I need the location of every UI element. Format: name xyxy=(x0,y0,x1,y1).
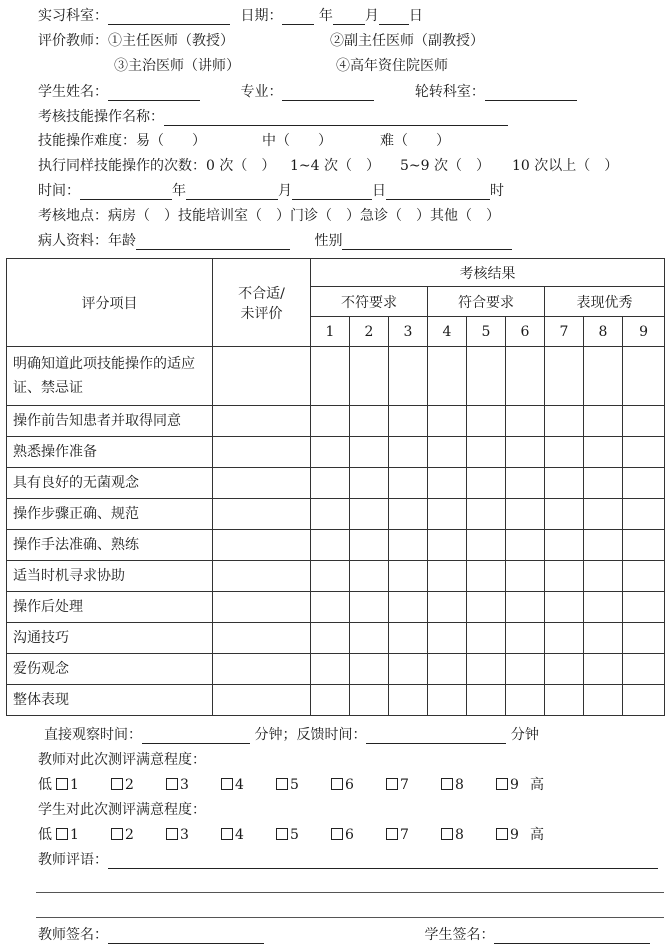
year-field[interactable] xyxy=(282,9,314,25)
teacher-satisfaction-scale xyxy=(38,776,544,794)
na-cell[interactable] xyxy=(213,685,311,716)
table-row xyxy=(7,406,665,437)
time-hour-field[interactable] xyxy=(386,184,490,200)
scale-option[interactable] xyxy=(276,776,331,794)
table-row xyxy=(7,654,665,685)
scale-value: 8 xyxy=(455,827,464,843)
na-cell[interactable] xyxy=(213,499,311,530)
score-cell[interactable] xyxy=(467,623,506,654)
score-cell[interactable] xyxy=(545,561,584,592)
row-item-label: 操作步骤正确、规范 xyxy=(7,499,213,530)
row-item-label: 操作手法准确、熟练 xyxy=(7,530,213,561)
score-header: 5 xyxy=(467,317,506,347)
score-cell[interactable] xyxy=(584,561,623,592)
scale-option[interactable] xyxy=(331,776,386,794)
dept-label: 实习科室： xyxy=(38,8,108,24)
scale-value: 5 xyxy=(290,827,299,843)
scale-option[interactable] xyxy=(441,776,496,794)
count-label: 执行同样技能操作的次数： xyxy=(38,158,206,174)
scale-option[interactable] xyxy=(441,826,496,844)
place-label: 考核地点： xyxy=(38,208,108,224)
score-cell[interactable] xyxy=(389,623,428,654)
checkbox-icon[interactable] xyxy=(276,778,288,790)
na-cell[interactable] xyxy=(213,592,311,623)
na-cell[interactable] xyxy=(213,623,311,654)
difficulty-easy[interactable]: 易（ ） xyxy=(136,133,206,149)
score-cell[interactable] xyxy=(545,499,584,530)
scale-value: 2 xyxy=(125,827,134,843)
score-cell[interactable] xyxy=(311,468,350,499)
difficulty-line xyxy=(38,132,450,150)
time-day-field[interactable] xyxy=(292,184,372,200)
score-cell[interactable] xyxy=(428,347,467,406)
score-cell[interactable] xyxy=(311,499,350,530)
comment-field[interactable] xyxy=(108,853,658,869)
score-cell[interactable] xyxy=(623,347,665,406)
scale-value: 2 xyxy=(125,777,134,793)
comment-line-2[interactable] xyxy=(36,892,664,893)
scale-option[interactable] xyxy=(496,776,526,794)
score-cell[interactable] xyxy=(467,406,506,437)
score-cell[interactable] xyxy=(389,406,428,437)
scale-value: 3 xyxy=(180,827,189,843)
evaluation-table xyxy=(6,258,665,716)
score-header: 6 xyxy=(506,317,545,347)
col-header-na-line2: 未评价 xyxy=(240,305,283,322)
teacher-sign-field[interactable] xyxy=(108,928,264,944)
major-label: 专业： xyxy=(240,84,283,100)
score-cell[interactable] xyxy=(311,654,350,685)
score-cell[interactable] xyxy=(506,347,545,406)
score-header: 2 xyxy=(350,317,389,347)
count-line xyxy=(38,157,618,175)
score-cell[interactable] xyxy=(311,347,350,406)
score-cell[interactable] xyxy=(584,468,623,499)
checkbox-icon[interactable] xyxy=(496,778,508,790)
time-month-label: 月 xyxy=(278,183,292,199)
scale-value: 1 xyxy=(70,827,79,843)
place-options[interactable]: 病房（ ）技能培训室（ ）门诊（ ）急诊（ ）其他（ ） xyxy=(108,208,500,224)
score-cell[interactable] xyxy=(545,654,584,685)
score-header: 3 xyxy=(389,317,428,347)
score-cell[interactable] xyxy=(623,592,665,623)
score-cell[interactable] xyxy=(584,685,623,716)
na-cell[interactable] xyxy=(213,654,311,685)
group-header-met: 符合要求 xyxy=(428,287,545,317)
checkbox-icon[interactable] xyxy=(111,778,123,790)
scale-low-label: 低 xyxy=(38,777,52,793)
checkbox-icon[interactable] xyxy=(221,778,233,790)
na-cell[interactable] xyxy=(213,347,311,406)
na-cell[interactable] xyxy=(213,530,311,561)
score-cell[interactable] xyxy=(467,499,506,530)
difficulty-label: 技能操作难度： xyxy=(38,133,136,149)
student-name-field[interactable] xyxy=(108,85,200,101)
score-cell[interactable] xyxy=(389,437,428,468)
score-cell[interactable] xyxy=(311,406,350,437)
checkbox-icon[interactable] xyxy=(111,828,123,840)
scale-value: 6 xyxy=(345,777,354,793)
score-cell[interactable] xyxy=(623,561,665,592)
score-header: 1 xyxy=(311,317,350,347)
row-item-label: 爱伤观念 xyxy=(7,654,213,685)
score-cell[interactable] xyxy=(506,654,545,685)
table-row xyxy=(7,561,665,592)
scale-value: 3 xyxy=(180,777,189,793)
score-cell[interactable] xyxy=(350,561,389,592)
count-0[interactable]: 0 次（ ） xyxy=(206,158,276,174)
na-cell[interactable] xyxy=(213,561,311,592)
col-header-result: 考核结果 xyxy=(311,259,665,287)
score-cell[interactable] xyxy=(623,468,665,499)
time-day-label: 日 xyxy=(372,183,386,199)
row-item-label: 操作前告知患者并取得同意 xyxy=(7,406,213,437)
score-cell[interactable] xyxy=(428,468,467,499)
observe-line xyxy=(44,726,539,744)
score-cell[interactable] xyxy=(506,685,545,716)
checkbox-icon[interactable] xyxy=(166,828,178,840)
time-label: 时间： xyxy=(38,183,80,199)
score-cell[interactable] xyxy=(428,623,467,654)
score-cell[interactable] xyxy=(467,347,506,406)
score-cell[interactable] xyxy=(350,530,389,561)
comment-line xyxy=(38,851,658,869)
skill-name-field[interactable] xyxy=(164,110,508,126)
minute-label: 分钟 xyxy=(510,727,539,743)
month-field[interactable] xyxy=(333,9,365,25)
scale-value: 9 xyxy=(510,827,519,843)
signature-line xyxy=(38,926,650,944)
score-cell[interactable] xyxy=(467,685,506,716)
score-cell[interactable] xyxy=(506,499,545,530)
score-cell[interactable] xyxy=(584,530,623,561)
score-cell[interactable] xyxy=(506,437,545,468)
count-10-plus[interactable]: 10 次以上（ ） xyxy=(512,158,619,174)
checkbox-icon[interactable] xyxy=(441,778,453,790)
scale-option[interactable] xyxy=(166,826,221,844)
score-cell[interactable] xyxy=(467,530,506,561)
patient-line xyxy=(38,232,512,250)
score-cell[interactable] xyxy=(623,654,665,685)
student-satisfaction-label: 学生对此次测评满意程度： xyxy=(38,802,206,818)
score-cell[interactable] xyxy=(428,592,467,623)
teacher-option-4[interactable]: ④高年资住院医师 xyxy=(336,58,448,74)
table-row xyxy=(7,499,665,530)
feedback-time-field[interactable] xyxy=(366,728,506,744)
time-year-field[interactable] xyxy=(80,184,172,200)
student-sign-label: 学生签名： xyxy=(424,927,495,943)
score-cell[interactable] xyxy=(623,437,665,468)
checkbox-icon[interactable] xyxy=(386,778,398,790)
student-label: 学生姓名： xyxy=(38,84,108,100)
score-cell[interactable] xyxy=(311,437,350,468)
score-cell[interactable] xyxy=(389,685,428,716)
teacher-option-3[interactable]: ③主治医师（讲师） xyxy=(114,58,240,74)
teacher-satisfaction-label: 教师对此次测评满意程度： xyxy=(38,752,206,768)
scale-value: 4 xyxy=(235,777,244,793)
scale-value: 4 xyxy=(235,827,244,843)
scale-option[interactable] xyxy=(166,776,221,794)
time-month-field[interactable] xyxy=(186,184,278,200)
score-cell[interactable] xyxy=(623,499,665,530)
score-cell[interactable] xyxy=(428,499,467,530)
col-header-na xyxy=(213,259,311,347)
count-5-9[interactable]: 5~9 次（ ） xyxy=(400,158,490,174)
table-row xyxy=(7,592,665,623)
row-item-label: 操作后处理 xyxy=(7,592,213,623)
score-header: 9 xyxy=(623,317,665,347)
score-cell[interactable] xyxy=(545,406,584,437)
score-cell[interactable] xyxy=(350,347,389,406)
score-cell[interactable] xyxy=(389,654,428,685)
observe-time-field[interactable] xyxy=(142,728,250,744)
row-item-label: 整体表现 xyxy=(7,685,213,716)
checkbox-icon[interactable] xyxy=(331,828,343,840)
score-cell[interactable] xyxy=(623,530,665,561)
score-cell[interactable] xyxy=(311,530,350,561)
checkbox-icon[interactable] xyxy=(166,778,178,790)
score-header: 8 xyxy=(584,317,623,347)
skill-name-label: 考核技能操作名称： xyxy=(38,109,164,125)
day-field[interactable] xyxy=(379,9,409,25)
col-header-item: 评分项目 xyxy=(7,259,213,347)
row-item-label: 明确知道此项技能操作的适应证、禁忌证 xyxy=(7,347,213,406)
score-cell[interactable] xyxy=(389,347,428,406)
score-cell[interactable] xyxy=(506,468,545,499)
scale-option[interactable] xyxy=(221,776,276,794)
scale-value: 6 xyxy=(345,827,354,843)
scale-option[interactable] xyxy=(111,776,166,794)
table-row xyxy=(7,347,665,406)
time-year-label: 年 xyxy=(172,183,186,199)
scale-value: 7 xyxy=(400,777,409,793)
score-cell[interactable] xyxy=(506,561,545,592)
score-cell[interactable] xyxy=(350,654,389,685)
score-cell[interactable] xyxy=(467,561,506,592)
scale-value: 9 xyxy=(510,777,519,793)
score-cell[interactable] xyxy=(545,437,584,468)
score-cell[interactable] xyxy=(428,561,467,592)
scale-option[interactable] xyxy=(56,776,111,794)
score-cell[interactable] xyxy=(584,437,623,468)
checkbox-icon[interactable] xyxy=(276,828,288,840)
scale-option[interactable] xyxy=(221,826,276,844)
time-line xyxy=(38,182,504,200)
difficulty-medium[interactable]: 中（ ） xyxy=(262,133,332,149)
checkbox-icon[interactable] xyxy=(56,828,68,840)
score-cell[interactable] xyxy=(428,530,467,561)
time-hour-label: 时 xyxy=(490,183,504,199)
difficulty-hard[interactable]: 难（ ） xyxy=(380,133,450,149)
scale-low-label: 低 xyxy=(38,827,52,843)
scale-option[interactable] xyxy=(496,826,526,844)
teacher-option-2[interactable]: ②副主任医师（副教授） xyxy=(330,33,484,49)
teacher-line-1 xyxy=(38,32,484,50)
student-line xyxy=(38,83,577,101)
score-cell[interactable] xyxy=(623,406,665,437)
score-header: 7 xyxy=(545,317,584,347)
scale-option[interactable] xyxy=(56,826,111,844)
patient-age-label: 病人资料：年龄 xyxy=(38,233,136,249)
scale-value: 7 xyxy=(400,827,409,843)
minute-feedback-label: 分钟；反馈时间： xyxy=(254,727,367,743)
comment-line-3[interactable] xyxy=(36,917,664,918)
checkbox-icon[interactable] xyxy=(56,778,68,790)
score-cell[interactable] xyxy=(506,592,545,623)
year-label: 年 xyxy=(318,8,333,24)
col-header-na-line1: 不合适/ xyxy=(238,285,285,302)
teacher-line-2 xyxy=(38,57,448,75)
score-cell[interactable] xyxy=(311,685,350,716)
score-cell[interactable] xyxy=(545,623,584,654)
score-cell[interactable] xyxy=(584,406,623,437)
row-item-label: 熟悉操作准备 xyxy=(7,437,213,468)
rotation-label: 轮转科室： xyxy=(414,84,485,100)
score-cell[interactable] xyxy=(428,406,467,437)
score-cell[interactable] xyxy=(623,685,665,716)
scale-option[interactable] xyxy=(331,826,386,844)
score-cell[interactable] xyxy=(350,468,389,499)
checkbox-icon[interactable] xyxy=(441,828,453,840)
checkbox-icon[interactable] xyxy=(386,828,398,840)
skill-name-line xyxy=(38,108,508,126)
teacher-label: 评价教师： xyxy=(38,33,108,49)
table-row xyxy=(7,623,665,654)
scale-option[interactable] xyxy=(386,776,441,794)
scale-high-label: 高 xyxy=(530,777,544,793)
checkbox-icon[interactable] xyxy=(221,828,233,840)
checkbox-icon[interactable] xyxy=(496,828,508,840)
dept-field[interactable] xyxy=(108,9,230,25)
score-cell[interactable] xyxy=(311,623,350,654)
score-cell[interactable] xyxy=(350,406,389,437)
student-sign-field[interactable] xyxy=(494,928,650,944)
row-item-label: 适当时机寻求协助 xyxy=(7,561,213,592)
score-cell[interactable] xyxy=(311,561,350,592)
scale-option[interactable] xyxy=(276,826,331,844)
scale-value: 5 xyxy=(290,777,299,793)
score-cell[interactable] xyxy=(545,685,584,716)
teacher-sign-label: 教师签名： xyxy=(38,927,108,943)
score-cell[interactable] xyxy=(350,592,389,623)
score-cell[interactable] xyxy=(350,499,389,530)
score-cell[interactable] xyxy=(467,468,506,499)
row-item-label: 沟通技巧 xyxy=(7,623,213,654)
score-cell[interactable] xyxy=(311,592,350,623)
checkbox-icon[interactable] xyxy=(331,778,343,790)
score-header: 4 xyxy=(428,317,467,347)
score-cell[interactable] xyxy=(506,530,545,561)
comment-label: 教师评语： xyxy=(38,852,108,868)
group-header-unmet: 不符要求 xyxy=(311,287,428,317)
score-cell[interactable] xyxy=(584,623,623,654)
score-cell[interactable] xyxy=(428,654,467,685)
count-1-4[interactable]: 1~4 次（ ） xyxy=(290,158,380,174)
date-label: 日期： xyxy=(240,8,283,24)
observe-label: 直接观察时间： xyxy=(44,727,142,743)
score-cell[interactable] xyxy=(467,437,506,468)
score-cell[interactable] xyxy=(389,561,428,592)
score-cell[interactable] xyxy=(389,592,428,623)
score-cell[interactable] xyxy=(545,468,584,499)
score-cell[interactable] xyxy=(545,530,584,561)
scale-value: 8 xyxy=(455,777,464,793)
scale-high-label: 高 xyxy=(530,827,544,843)
na-cell[interactable] xyxy=(213,406,311,437)
score-cell[interactable] xyxy=(584,499,623,530)
dept-date-line xyxy=(38,7,423,25)
score-cell[interactable] xyxy=(350,623,389,654)
table-row xyxy=(7,437,665,468)
score-cell[interactable] xyxy=(467,592,506,623)
table-row xyxy=(7,530,665,561)
row-item-label: 具有良好的无菌观念 xyxy=(7,468,213,499)
patient-age-field[interactable] xyxy=(136,234,290,250)
scale-option[interactable] xyxy=(111,826,166,844)
score-cell[interactable] xyxy=(623,623,665,654)
score-cell[interactable] xyxy=(506,406,545,437)
group-header-excellent: 表现优秀 xyxy=(545,287,665,317)
score-cell[interactable] xyxy=(545,347,584,406)
scale-value: 1 xyxy=(70,777,79,793)
score-cell[interactable] xyxy=(584,654,623,685)
score-cell[interactable] xyxy=(350,437,389,468)
score-cell[interactable] xyxy=(428,685,467,716)
score-cell[interactable] xyxy=(506,623,545,654)
score-cell[interactable] xyxy=(428,437,467,468)
student-satisfaction-scale xyxy=(38,826,544,844)
month-label: 月 xyxy=(364,8,379,24)
scale-option[interactable] xyxy=(386,826,441,844)
patient-gender-label: 性别 xyxy=(314,233,343,249)
score-cell[interactable] xyxy=(545,592,584,623)
score-cell[interactable] xyxy=(389,468,428,499)
table-row xyxy=(7,468,665,499)
teacher-option-1[interactable]: ①主任医师（教授） xyxy=(108,33,234,49)
day-label: 日 xyxy=(408,8,423,24)
major-field[interactable] xyxy=(282,85,374,101)
rotation-field[interactable] xyxy=(485,85,577,101)
patient-gender-field[interactable] xyxy=(342,234,512,250)
score-cell[interactable] xyxy=(350,685,389,716)
score-cell[interactable] xyxy=(584,347,623,406)
score-cell[interactable] xyxy=(389,499,428,530)
score-cell[interactable] xyxy=(389,530,428,561)
na-cell[interactable] xyxy=(213,468,311,499)
na-cell[interactable] xyxy=(213,437,311,468)
score-cell[interactable] xyxy=(467,654,506,685)
place-line xyxy=(38,207,500,225)
table-row xyxy=(7,685,665,716)
score-cell[interactable] xyxy=(584,592,623,623)
